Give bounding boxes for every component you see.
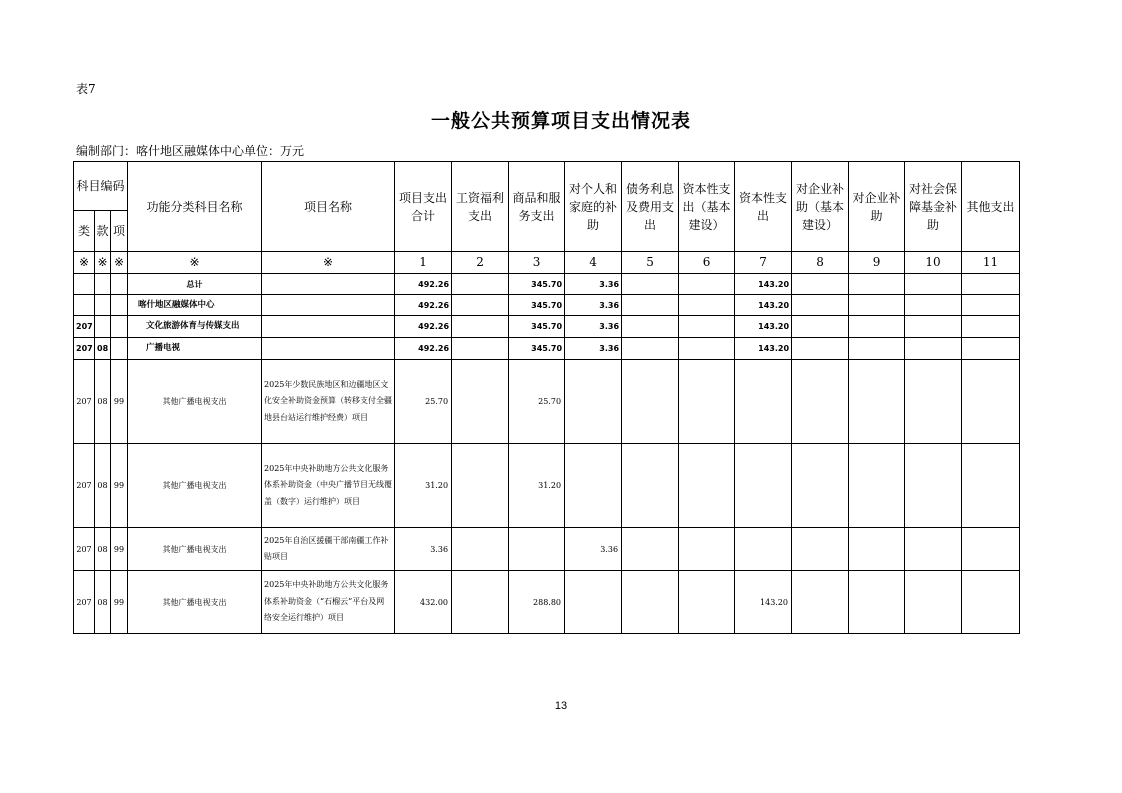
header-col-7: 资本性支出 — [735, 162, 792, 252]
cell-value: 492.26 — [395, 295, 452, 316]
cell-value — [905, 571, 962, 634]
cell-value — [792, 360, 849, 444]
col-number: 7 — [735, 252, 792, 274]
cell-value — [565, 444, 622, 528]
header-code-group: 科目编码 — [74, 162, 128, 211]
cell-xiang: 99 — [111, 444, 128, 528]
col-number: 2 — [452, 252, 509, 274]
symbol-cell: ※ — [111, 252, 128, 274]
cell-value — [962, 274, 1020, 295]
cell-value — [849, 295, 905, 316]
cell-value — [792, 571, 849, 634]
col-number: 11 — [962, 252, 1020, 274]
cell-lei: 207 — [74, 528, 95, 571]
cell-xiang — [111, 316, 128, 338]
cell-value — [509, 528, 565, 571]
cell-func-name: 总计 — [128, 274, 262, 295]
cell-xiang — [111, 338, 128, 360]
cell-value — [849, 316, 905, 338]
cell-value — [452, 444, 509, 528]
header-col-4: 对个人和家庭的补助 — [565, 162, 622, 252]
cell-value — [905, 528, 962, 571]
cell-func-name: 其他广播电视支出 — [128, 360, 262, 444]
cell-kuan — [95, 274, 111, 295]
header-col-9: 对企业补助 — [849, 162, 905, 252]
cell-value — [679, 444, 735, 528]
cell-value — [679, 528, 735, 571]
cell-value: 143.20 — [735, 316, 792, 338]
cell-value — [905, 360, 962, 444]
cell-value — [622, 295, 679, 316]
cell-value — [792, 444, 849, 528]
cell-value — [792, 274, 849, 295]
cell-kuan: 08 — [95, 338, 111, 360]
cell-kuan: 08 — [95, 360, 111, 444]
page-title: 一般公共预算项目支出情况表 — [430, 110, 691, 132]
symbol-cell: ※ — [95, 252, 111, 274]
cell-value — [679, 274, 735, 295]
cell-value: 31.20 — [395, 444, 452, 528]
cell-value — [792, 295, 849, 316]
cell-func-name: 广播电视 — [128, 338, 262, 360]
cell-value — [679, 338, 735, 360]
col-number: 5 — [622, 252, 679, 274]
cell-value — [792, 338, 849, 360]
col-number: 3 — [509, 252, 565, 274]
cell-value — [849, 528, 905, 571]
col-number: 9 — [849, 252, 905, 274]
cell-project — [262, 316, 395, 338]
table-row — [74, 571, 1020, 634]
header-col-10: 对社会保障基金补助 — [905, 162, 962, 252]
cell-value — [962, 360, 1020, 444]
cell-value: 288.80 — [509, 571, 565, 634]
header-col-6: 资本性支出（基本建设） — [679, 162, 735, 252]
cell-value: 31.20 — [509, 444, 565, 528]
cell-value: 345.70 — [509, 274, 565, 295]
cell-kuan: 08 — [95, 444, 111, 528]
header-col-11: 其他支出 — [962, 162, 1020, 252]
cell-value: 492.26 — [395, 274, 452, 295]
cell-project: 2025年少数民族地区和边疆地区文化安全补助资金预算（转移支付全疆地县台站运行维护经费）项目 — [262, 360, 395, 444]
table-number: 表7 — [76, 82, 96, 96]
table-row — [74, 274, 1020, 295]
header-project-name: 项目名称 — [262, 162, 395, 252]
cell-value — [622, 571, 679, 634]
cell-value: 143.20 — [735, 295, 792, 316]
cell-value: 3.36 — [565, 528, 622, 571]
cell-value: 3.36 — [565, 274, 622, 295]
cell-value — [735, 360, 792, 444]
cell-value — [849, 360, 905, 444]
cell-value — [452, 338, 509, 360]
cell-xiang — [111, 295, 128, 316]
cell-value — [905, 295, 962, 316]
cell-value — [452, 360, 509, 444]
cell-value — [962, 338, 1020, 360]
cell-value — [962, 316, 1020, 338]
cell-value — [962, 528, 1020, 571]
cell-value: 345.70 — [509, 295, 565, 316]
cell-kuan: 08 — [95, 528, 111, 571]
cell-kuan — [95, 295, 111, 316]
cell-value — [905, 444, 962, 528]
cell-value — [622, 444, 679, 528]
table-row — [74, 444, 1020, 528]
col-number: 1 — [395, 252, 452, 274]
cell-value: 492.26 — [395, 316, 452, 338]
cell-value — [679, 571, 735, 634]
cell-xiang: 99 — [111, 528, 128, 571]
table-row — [74, 295, 1020, 316]
cell-value — [452, 274, 509, 295]
header-kuan: 款 — [95, 211, 111, 252]
cell-lei: 207 — [74, 360, 95, 444]
department-unit-line: 编制部门：喀什地区融媒体中心单位：万元 — [76, 144, 305, 158]
table-row — [74, 528, 1020, 571]
cell-value — [905, 274, 962, 295]
cell-project: 2025年中央补助地方公共文化服务体系补助资金（中央广播节目无线覆盖（数字）运行维护）项目 — [262, 444, 395, 528]
cell-lei — [74, 274, 95, 295]
cell-func-name: 喀什地区融媒体中心 — [128, 295, 262, 316]
table-row — [74, 316, 1020, 338]
cell-value — [792, 528, 849, 571]
cell-func-name: 其他广播电视支出 — [128, 528, 262, 571]
symbol-cell: ※ — [262, 252, 395, 274]
header-lei: 类 — [74, 211, 95, 252]
cell-value — [622, 338, 679, 360]
cell-lei: 207 — [74, 338, 95, 360]
cell-value — [679, 360, 735, 444]
header-col-5: 债务利息及费用支出 — [622, 162, 679, 252]
cell-kuan: 08 — [95, 571, 111, 634]
cell-value: 492.26 — [395, 338, 452, 360]
header-xiang: 项 — [111, 211, 128, 252]
col-number: 6 — [679, 252, 735, 274]
cell-value: 432.00 — [395, 571, 452, 634]
cell-func-name: 其他广播电视支出 — [128, 571, 262, 634]
cell-value — [452, 295, 509, 316]
header-col-8: 对企业补助（基本建设） — [792, 162, 849, 252]
cell-value: 143.20 — [735, 274, 792, 295]
cell-xiang: 99 — [111, 360, 128, 444]
cell-xiang — [111, 274, 128, 295]
table-row — [74, 338, 1020, 360]
cell-value: 3.36 — [565, 316, 622, 338]
cell-value — [792, 316, 849, 338]
cell-value — [622, 528, 679, 571]
cell-value — [565, 360, 622, 444]
cell-value — [735, 444, 792, 528]
cell-value: 143.20 — [735, 338, 792, 360]
cell-value: 3.36 — [565, 295, 622, 316]
symbol-cell: ※ — [128, 252, 262, 274]
cell-value — [679, 316, 735, 338]
cell-value: 3.36 — [395, 528, 452, 571]
cell-project — [262, 338, 395, 360]
cell-func-name: 文化旅游体育与传媒支出 — [128, 316, 262, 338]
cell-value — [962, 571, 1020, 634]
cell-value — [735, 528, 792, 571]
col-number: 10 — [905, 252, 962, 274]
cell-value: 143.20 — [735, 571, 792, 634]
cell-xiang: 99 — [111, 571, 128, 634]
cell-project — [262, 274, 395, 295]
cell-value — [962, 444, 1020, 528]
cell-value — [565, 571, 622, 634]
header-col-3: 商品和服务支出 — [509, 162, 565, 252]
cell-value: 345.70 — [509, 316, 565, 338]
cell-value — [679, 295, 735, 316]
cell-value — [905, 338, 962, 360]
header-col-2: 工资福利支出 — [452, 162, 509, 252]
col-number: 4 — [565, 252, 622, 274]
symbol-cell: ※ — [74, 252, 95, 274]
cell-value — [905, 316, 962, 338]
cell-value: 3.36 — [565, 338, 622, 360]
cell-lei: 207 — [74, 316, 95, 338]
header-func-name: 功能分类科目名称 — [128, 162, 262, 252]
cell-value — [452, 316, 509, 338]
cell-value: 345.70 — [509, 338, 565, 360]
page-number: 13 — [554, 700, 568, 712]
cell-value — [849, 338, 905, 360]
cell-value — [622, 360, 679, 444]
cell-value — [622, 274, 679, 295]
cell-value — [622, 316, 679, 338]
header-col-1: 项目支出合计 — [395, 162, 452, 252]
cell-func-name: 其他广播电视支出 — [128, 444, 262, 528]
cell-project: 2025年中央补助地方公共文化服务体系补助资金（“石榴云”平台及网络安全运行维护）项目 — [262, 571, 395, 634]
cell-value: 25.70 — [509, 360, 565, 444]
col-number: 8 — [792, 252, 849, 274]
cell-value — [962, 295, 1020, 316]
table-row — [74, 360, 1020, 444]
budget-table — [73, 161, 1020, 634]
cell-project: 2025年自治区援疆干部南疆工作补贴项目 — [262, 528, 395, 571]
cell-value — [452, 528, 509, 571]
cell-lei: 207 — [74, 444, 95, 528]
cell-lei — [74, 295, 95, 316]
cell-value: 25.70 — [395, 360, 452, 444]
cell-value — [849, 571, 905, 634]
cell-value — [452, 571, 509, 634]
cell-value — [849, 444, 905, 528]
cell-value — [849, 274, 905, 295]
cell-kuan — [95, 316, 111, 338]
cell-lei: 207 — [74, 571, 95, 634]
cell-project — [262, 295, 395, 316]
